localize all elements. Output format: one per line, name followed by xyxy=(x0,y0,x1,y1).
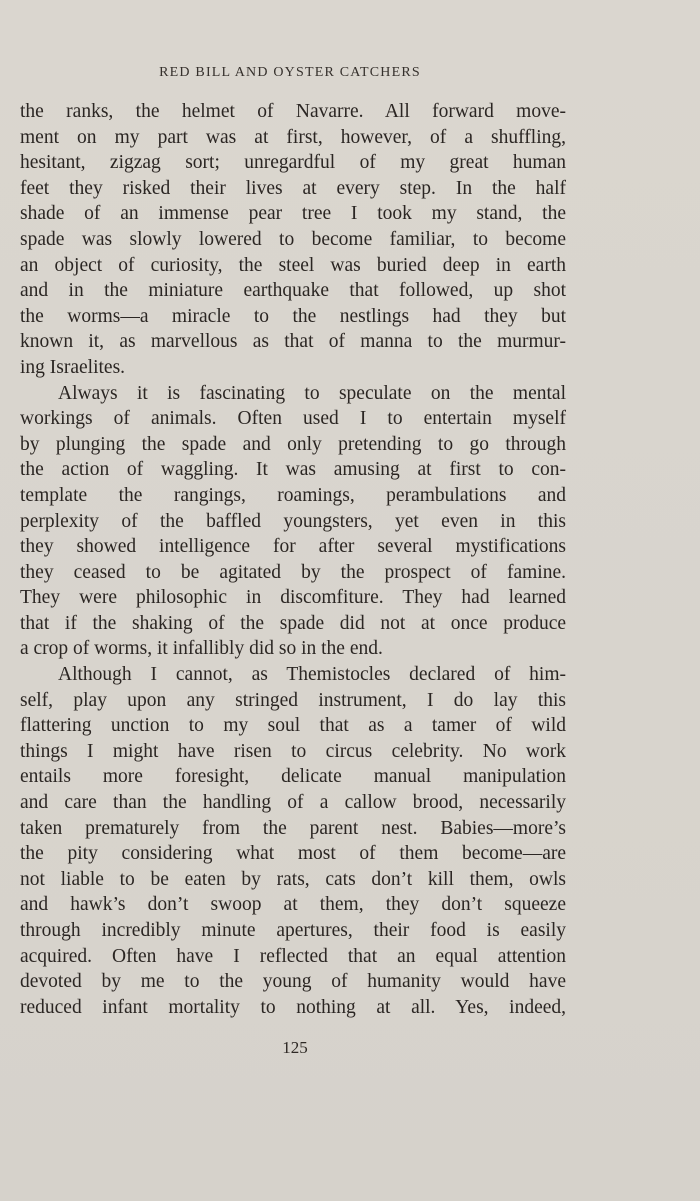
paragraph-start-line: Always it is fascinating to speculate on the mental xyxy=(58,382,566,404)
paragraph-start-line: Although I cannot, as Themistocles declared of him- xyxy=(58,664,566,686)
text-line: self, play upon any stringed instrument, I do lay this xyxy=(20,689,566,711)
text-line: devoted by me to the young of humanity would have xyxy=(20,971,566,993)
text-line: reduced infant mortality to nothing at all. Yes, indeed, xyxy=(20,996,566,1018)
text-line: things I might have risen to circus celebrity. No work xyxy=(20,740,566,762)
text-line: an object of curiosity, the steel was buried deep in earth xyxy=(20,254,566,276)
text-line: they ceased to be agitated by the prospect of famine. xyxy=(20,561,566,583)
body-text xyxy=(20,99,566,1020)
text-line: the action of waggling. It was amusing at first to con- xyxy=(20,459,566,481)
text-line: spade was slowly lowered to become familiar, to become xyxy=(20,228,566,250)
text-line: through incredibly minute apertures, their food is easily xyxy=(20,920,566,941)
text-line: ment on my part was at first, however, of a shuffling, xyxy=(20,126,566,148)
text-line: the ranks, the helmet of Navarre. All forward move- xyxy=(20,101,566,122)
text-line: workings of animals. Often used I to entertain myself xyxy=(20,408,566,430)
text-line: that if the shaking of the spade did not at once produce xyxy=(20,612,566,634)
text-line: taken prematurely from the parent nest. Babies—more’s xyxy=(20,817,566,839)
text-line: not liable to be eaten by rats, cats don’t kill them, owls xyxy=(20,868,566,890)
page-number: 125 xyxy=(282,1038,308,1057)
paragraph-end-line: a crop of worms, it infallibly did so in the end. xyxy=(20,638,383,660)
text-line: perplexity of the baffled youngsters, yet even in this xyxy=(20,510,566,532)
text-line: the worms—a miracle to the nestlings had they but xyxy=(20,305,566,327)
text-line: they showed intelligence for after several mystifications xyxy=(20,536,566,558)
paragraph-end-line: ing Israelites. xyxy=(20,356,126,378)
running-head: RED BILL AND OYSTER CATCHERS xyxy=(159,65,421,80)
text-line: entails more foresight, delicate manual manipulation xyxy=(20,766,566,788)
text-line: template the rangings, roamings, perambulations and xyxy=(20,484,566,506)
text-line: feet they risked their lives at every step. In the half xyxy=(20,177,566,199)
text-line: the pity considering what most of them become—are xyxy=(20,843,566,865)
text-line: and hawk’s don’t swoop at them, they don’t squeeze xyxy=(20,894,566,916)
text-line: hesitant, zigzag sort; unregardful of my great human xyxy=(20,152,566,174)
text-line: and care than the handling of a callow brood, necessarily xyxy=(20,792,566,814)
text-line: flattering unction to my soul that as a tamer of wild xyxy=(20,715,566,737)
text-line: by plunging the spade and only pretending to go through xyxy=(20,433,566,455)
text-line: They were philosophic in discomfiture. They had learned xyxy=(20,587,566,609)
text-line: known it, as marvellous as that of manna to the murmur- xyxy=(20,331,566,353)
text-line: and in the miniature earthquake that followed, up shot xyxy=(20,280,566,302)
text-line: shade of an immense pear tree I took my stand, the xyxy=(20,203,566,225)
text-line: acquired. Often have I reflected that an equal attention xyxy=(20,945,566,967)
